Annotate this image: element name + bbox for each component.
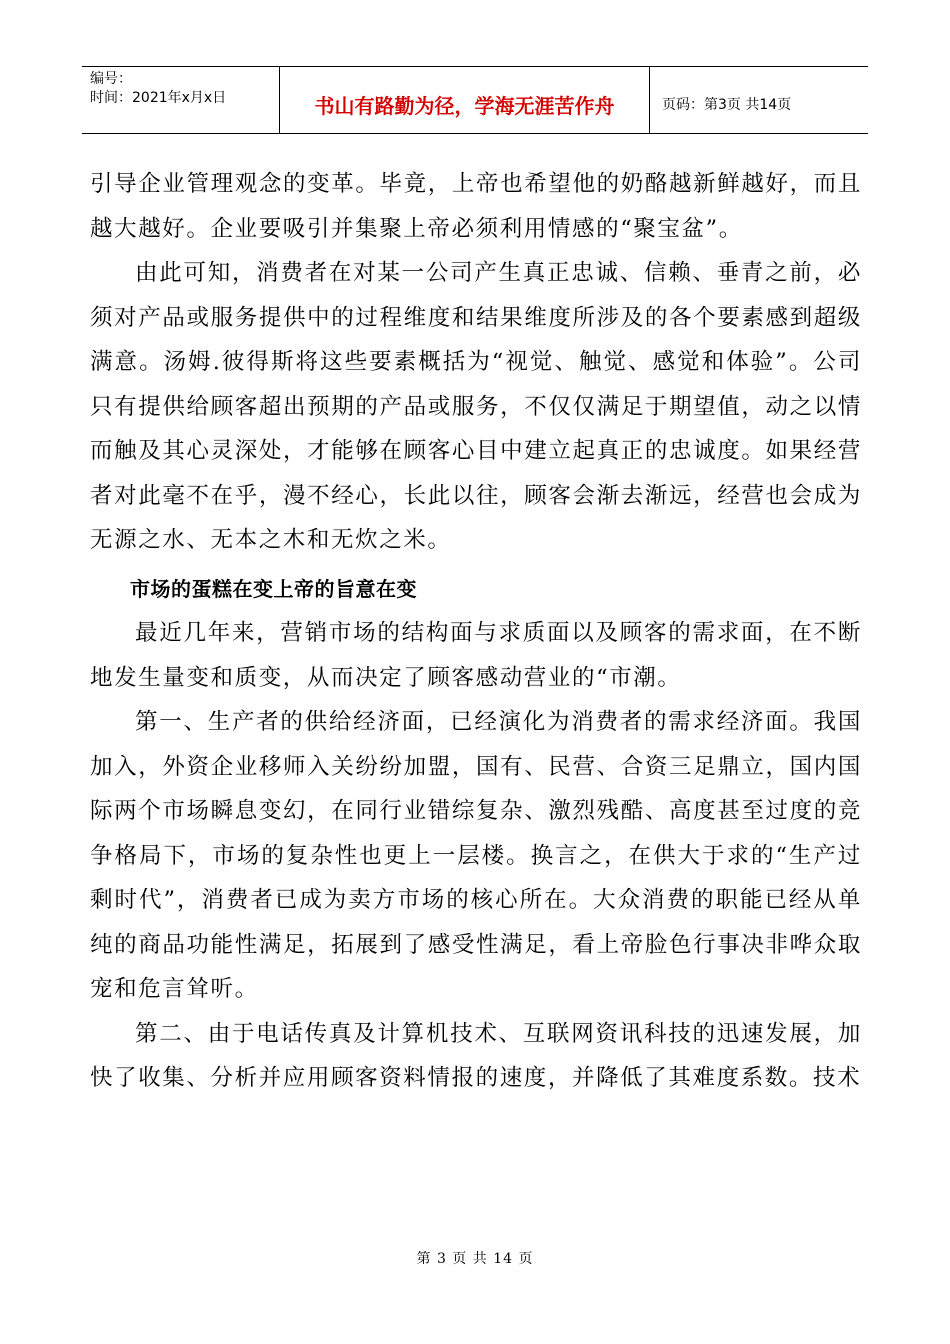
page-header (82, 66, 868, 134)
section-heading: 市场的蛋糕在变上帝的旨意在变 (130, 576, 417, 601)
body-paragraph-continued: 引导企业管理观念的变革。毕竟，上帝也希望他的奶酪越新鲜越好，而且越大越好。企业要吸引并集聚上帝必须利用情感的“聚宝盆”。 (90, 171, 862, 242)
body-paragraph: 第二、由于电话传真及计算机技术、互联网资讯科技的迅速发展，加快了收集、分析并应用顾客资料情报的速度，并降低了其难度系数。技术 (90, 1020, 862, 1091)
header-meta (82, 67, 280, 133)
body-paragraph: 第一、生产者的供给经济面，已经演化为消费者的需求经济面。我国加入，外资企业移师入关纷纷加盟，国有、民营、合资三足鼎立，国内国际两个市场瞬息变幻，在同行业错综复杂、激烈残酷、高度甚至过度的竞争格局下，市场的复杂性也更上一层楼。换言之，在供大于求的“生产过剩时代”，消费者已成为卖方市场的核心所在。大众消费的职能已经从单纯的商品功能性满足，拓展到了感受性满足，看上帝脸色行事决非哗众取宠和危言耸听。 (90, 709, 862, 1002)
header-time-label: 时间：2021年x月x日 (90, 90, 227, 106)
header-number-label: 编号： (90, 71, 132, 87)
document-body (90, 162, 862, 1101)
page-footer: 第 3 页 共 14 页 (416, 1251, 534, 1267)
header-motto: 书山有路勤为径，学海无涯苦作舟 (280, 67, 650, 133)
header-page-info: 页码：第3页 共14页 (662, 97, 792, 113)
body-paragraph: 最近几年来，营销市场的结构面与求质面以及顾客的需求面，在不断地发生量变和质变，从而决定了顾客感动营业的“市潮。 (90, 620, 862, 691)
body-paragraph: 由此可知，消费者在对某一公司产生真正忠诚、信赖、垂青之前，必须对产品或服务提供中的过程维度和结果维度所涉及的各个要素感到超级满意。汤姆.彼得斯将这些要素概括为“视觉、触觉、感觉和体验”。公司只有提供给顾客超出预期的产品或服务，不仅仅满足于期望值，动之以情而触及其心灵深处，才能够在顾客心目中建立起真正的忠诚度。如果经营者对此毫不在乎，漫不经心，长此以往，顾客会渐去渐远，经营也会成为无源之水、无本之木和无炊之米。 (90, 260, 862, 553)
